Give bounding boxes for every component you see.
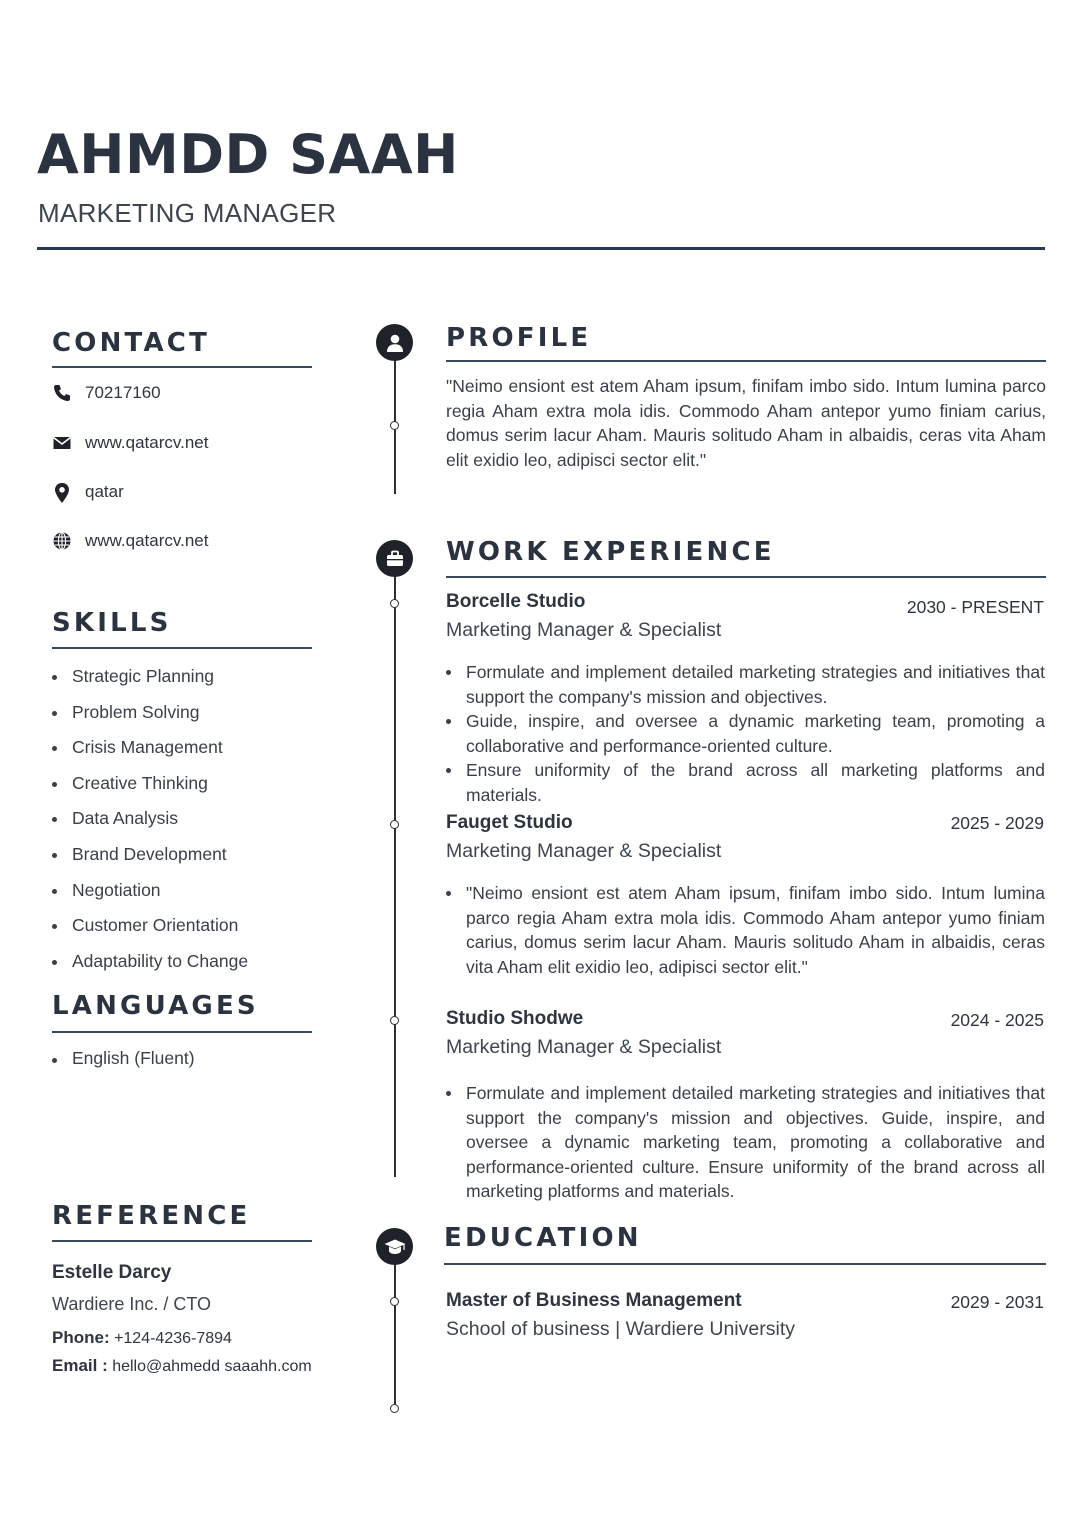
contact-email[interactable] [52, 431, 209, 455]
timeline-node [390, 1404, 399, 1413]
reference-email [52, 1356, 312, 1376]
profile-text: "Neimo ensiont est atem Aham ipsum, finifam imbo sido. Intum lumina parco regia Aham extra mola idis. Commodo Aham antepor yumo finiam carius, domus serim lacur Aham. Mauris solitudo Aham in albaidis, ceras vita Aham elit exidio leo, adipisci sector elit." [446, 376, 1046, 470]
skills-divider [52, 647, 312, 649]
job-company: Borcelle Studio [446, 591, 586, 612]
job-company: Studio Shodwe [446, 1008, 584, 1029]
job-company: Fauget Studio [446, 812, 573, 833]
job-bullets [446, 1081, 1045, 1204]
timeline-node [390, 599, 399, 608]
job-bullet: Formulate and implement detailed marketing strategies and initiatives that support the company's mission and objectives. Guide, inspire, and oversee a dynamic marketing team, promoting a collaborative and performance-oriented culture. Ensure uniformity of the brand across all marketing platforms and materials. [446, 1081, 1045, 1204]
person-icon [376, 324, 413, 361]
timeline-node [390, 1016, 399, 1025]
timeline-line-experience [394, 575, 396, 1177]
website-text[interactable]: www.qatarcv.net [85, 531, 209, 550]
job-role: Marketing Manager & Specialist [446, 1036, 722, 1058]
job-role: Marketing Manager & Specialist [446, 619, 722, 641]
briefcase-icon [376, 540, 413, 577]
job-bullet: Ensure uniformity of the brand across all marketing platforms and materials. [446, 758, 1045, 807]
education-dates: 2029 - 2031 [950, 1292, 1044, 1312]
profile-divider [446, 360, 1046, 362]
mail-icon [52, 433, 72, 453]
graduation-cap-icon [376, 1228, 413, 1265]
work-experience-divider [446, 576, 1046, 578]
skill-item: Adaptability to Change [52, 950, 322, 986]
languages-heading: LANGUAGES [52, 991, 259, 1021]
reference-name: Estelle Darcy [52, 1262, 172, 1283]
contact-divider [52, 366, 312, 368]
education-divider [444, 1263, 1046, 1265]
education-degree: Master of Business Management [446, 1290, 742, 1311]
contact-location [52, 480, 124, 504]
job-bullet: Guide, inspire, and oversee a dynamic marketing team, promoting a collaborative and performance-oriented culture. [446, 709, 1045, 758]
skill-item: Data Analysis [52, 807, 322, 843]
reference-divider [52, 1240, 312, 1242]
contact-heading: CONTACT [52, 328, 210, 358]
job-role: Marketing Manager & Specialist [446, 840, 722, 862]
contact-phone [52, 381, 161, 405]
languages-divider [52, 1031, 312, 1033]
email-text[interactable]: www.qatarcv.net [85, 433, 209, 452]
profile-heading: PROFILE [446, 323, 592, 353]
candidate-name: AHMDD SAAH [37, 123, 459, 186]
location-text: qatar [85, 482, 124, 501]
phone-text: 70217160 [85, 383, 161, 402]
contact-website[interactable] [52, 529, 209, 553]
job-dates: 2025 - 2029 [950, 813, 1044, 833]
globe-icon [52, 531, 72, 551]
job-dates: 2024 - 2025 [950, 1010, 1044, 1030]
skill-item: Problem Solving [52, 701, 322, 737]
reference-email-value[interactable]: hello@ahmedd saaahh.com [112, 1358, 312, 1375]
reference-phone-label: Phone: [52, 1328, 110, 1347]
reference-email-label: Email : [52, 1356, 108, 1375]
skill-item: Brand Development [52, 843, 322, 879]
job-bullet: Formulate and implement detailed marketing strategies and initiatives that support the company's mission and objectives. [446, 660, 1045, 709]
header-divider [37, 247, 1045, 250]
timeline-node [390, 820, 399, 829]
job-title: MARKETING MANAGER [38, 198, 337, 228]
job-bullet: "Neimo ensiont est atem Aham ipsum, finifam imbo sido. Intum lumina parco regia Aham extra mola idis. Commodo Aham antepor yumo finiam carius, domus serim lacur Aham. Mauris solitudo Aham in albaidis, ceras vita Aham elit exidio leo, adipisci sector elit." [446, 881, 1045, 979]
phone-icon [52, 383, 72, 403]
job-bullets [446, 881, 1045, 979]
location-pin-icon [52, 482, 72, 502]
education-school: School of business | Wardiere University [446, 1318, 795, 1340]
reference-phone-value: +124-4236-7894 [114, 1330, 232, 1347]
skill-item: Crisis Management [52, 736, 322, 772]
language-item: English (Fluent) [52, 1048, 322, 1069]
timeline-node [390, 421, 399, 430]
skill-item: Strategic Planning [52, 665, 322, 701]
timeline-node [390, 1297, 399, 1306]
skill-item: Negotiation [52, 879, 322, 915]
skills-heading: SKILLS [52, 608, 172, 638]
skills-list [52, 665, 322, 985]
job-bullets [446, 660, 1045, 808]
reference-phone [52, 1328, 232, 1348]
education-heading: EDUCATION [444, 1223, 642, 1253]
timeline-line-education [394, 1262, 396, 1407]
skill-item: Creative Thinking [52, 772, 322, 808]
work-experience-heading: WORK EXPERIENCE [446, 537, 775, 567]
reference-organization: Wardiere Inc. / CTO [52, 1294, 212, 1314]
job-dates: 2030 - PRESENT [906, 597, 1044, 617]
languages-list [52, 1048, 322, 1069]
skill-item: Customer Orientation [52, 914, 322, 950]
reference-heading: REFERENCE [52, 1201, 251, 1231]
